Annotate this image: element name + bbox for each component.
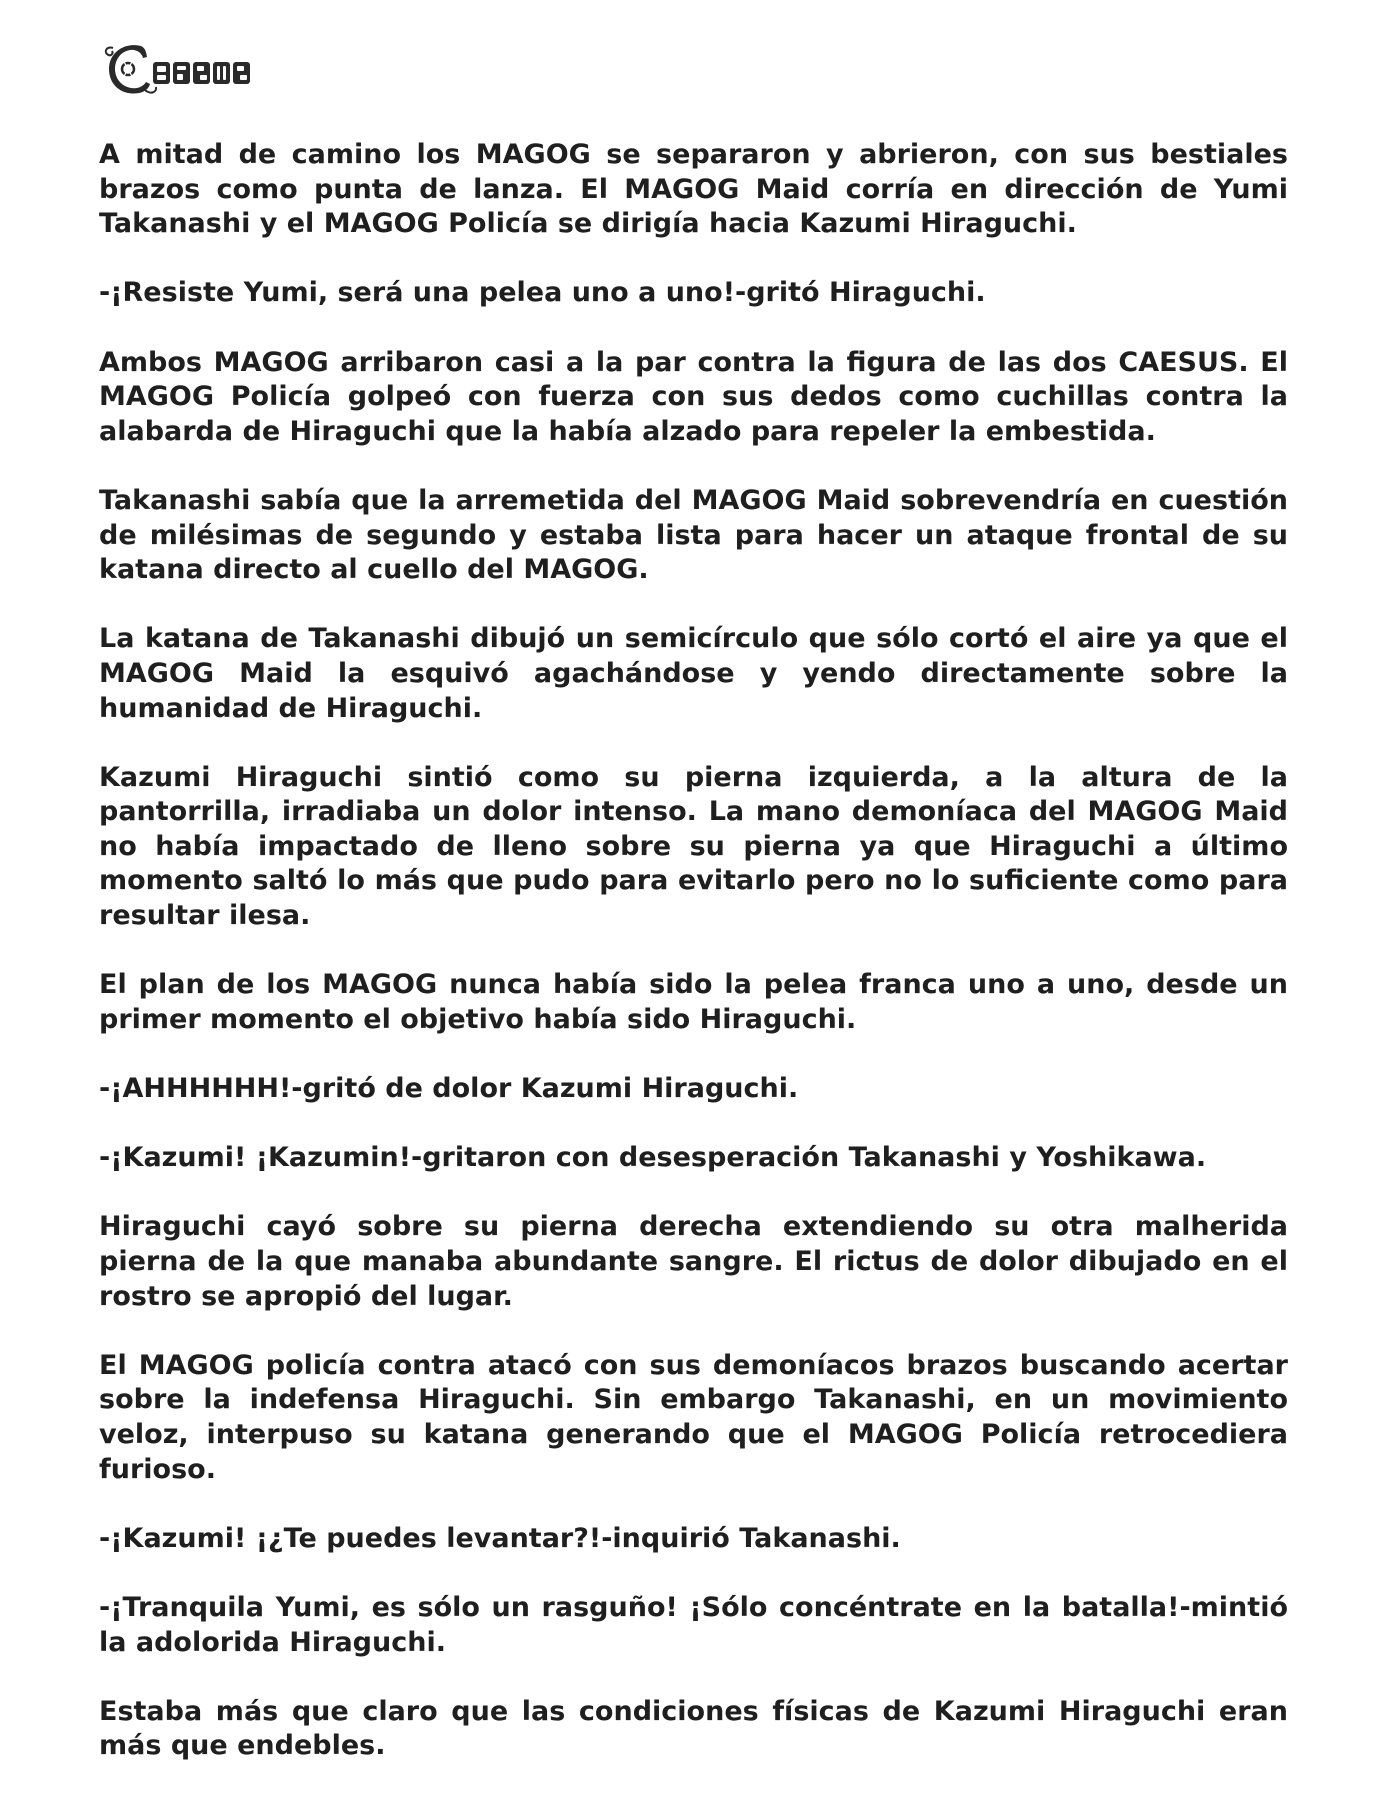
paragraph: Kazumi Hiraguchi sintió como su pierna izquierda, a la altura de la pantorrilla, irradiaba un dolor intenso. La mano demoníaca del MAGOG Maid no había impactado de lleno sobre su pierna ya que Hiraguchi a último momento saltó lo más que pudo para evitarlo pero no lo suficiente como para resultar ilesa. [99,761,1288,932]
paragraph: -¡Kazumi! ¡¿Te puedes levantar?!-inquirió Takanashi. [99,1522,901,1554]
paragraph: -¡AHHHHHH!-gritó de dolor Kazumi Hiraguchi. [99,1073,799,1105]
paragraph: Takanashi sabía que la arremetida del MAGOG Maid sobrevendría en cuestión de milésimas de segundo y estaba lista para hacer un ataque frontal de su katana directo al cuello del MAGOG. [99,484,1288,586]
caesus-logo [101,38,261,100]
paragraph: El plan de los MAGOG nunca había sido la pelea franca uno a uno, desde un primer momento el objetivo había sido Hiraguchi. [99,969,1288,1035]
paragraph: La katana de Takanashi dibujó un semicírculo que sólo cortó el aire ya que el MAGOG Maid la esquivó agachándose y yendo directamente sobre la humanidad de Hiraguchi. [99,623,1288,724]
caesus-logo-icon [101,38,261,100]
paragraph: -¡Tranquila Yumi, es sólo un rasguño! ¡Sólo concéntrate en la batalla!-mintió la adolorida Hiraguchi. [99,1591,1288,1658]
paragraph: -¡Kazumi! ¡Kazumin!-gritaron con desesperación Takanashi y Yoshikawa. [99,1142,1207,1174]
paragraph: A mitad de camino los MAGOG se separaron y abrieron, con sus bestiales brazos como punta de lanza. El MAGOG Maid corría en dirección de Yumi Takanashi y el MAGOG Policía se dirigía hacia Kazumi Hiraguchi. [99,139,1288,240]
paragraph: Hiraguchi cayó sobre su pierna derecha extendiendo su otra malherida pierna de la que manaba abundante sangre. El rictus de dolor dibujado en el rostro se apropió del lugar. [99,1211,1288,1312]
paragraph: El MAGOG policía contra atacó con sus demoníacos brazos buscando acertar sobre la indefensa Hiraguchi. Sin embargo Takanashi, en un movimiento veloz, interpuso su katana generando que el MAGOG Policía retrocediera furioso. [99,1349,1288,1485]
story-text [99,138,1288,1764]
paragraph: -¡Resiste Yumi, será una pelea uno a uno!-gritó Hiraguchi. [99,277,986,309]
paragraph: Estaba más que claro que las condiciones físicas de Kazumi Hiraguchi eran más que endebles. [99,1695,1288,1762]
paragraph: Ambos MAGOG arribaron casi a la par contra la figura de las dos CAESUS. El MAGOG Policía golpeó con fuerza con sus dedos como cuchillas contra la alabarda de Hiraguchi que la había alzado para repeler la embestida. [99,346,1288,447]
